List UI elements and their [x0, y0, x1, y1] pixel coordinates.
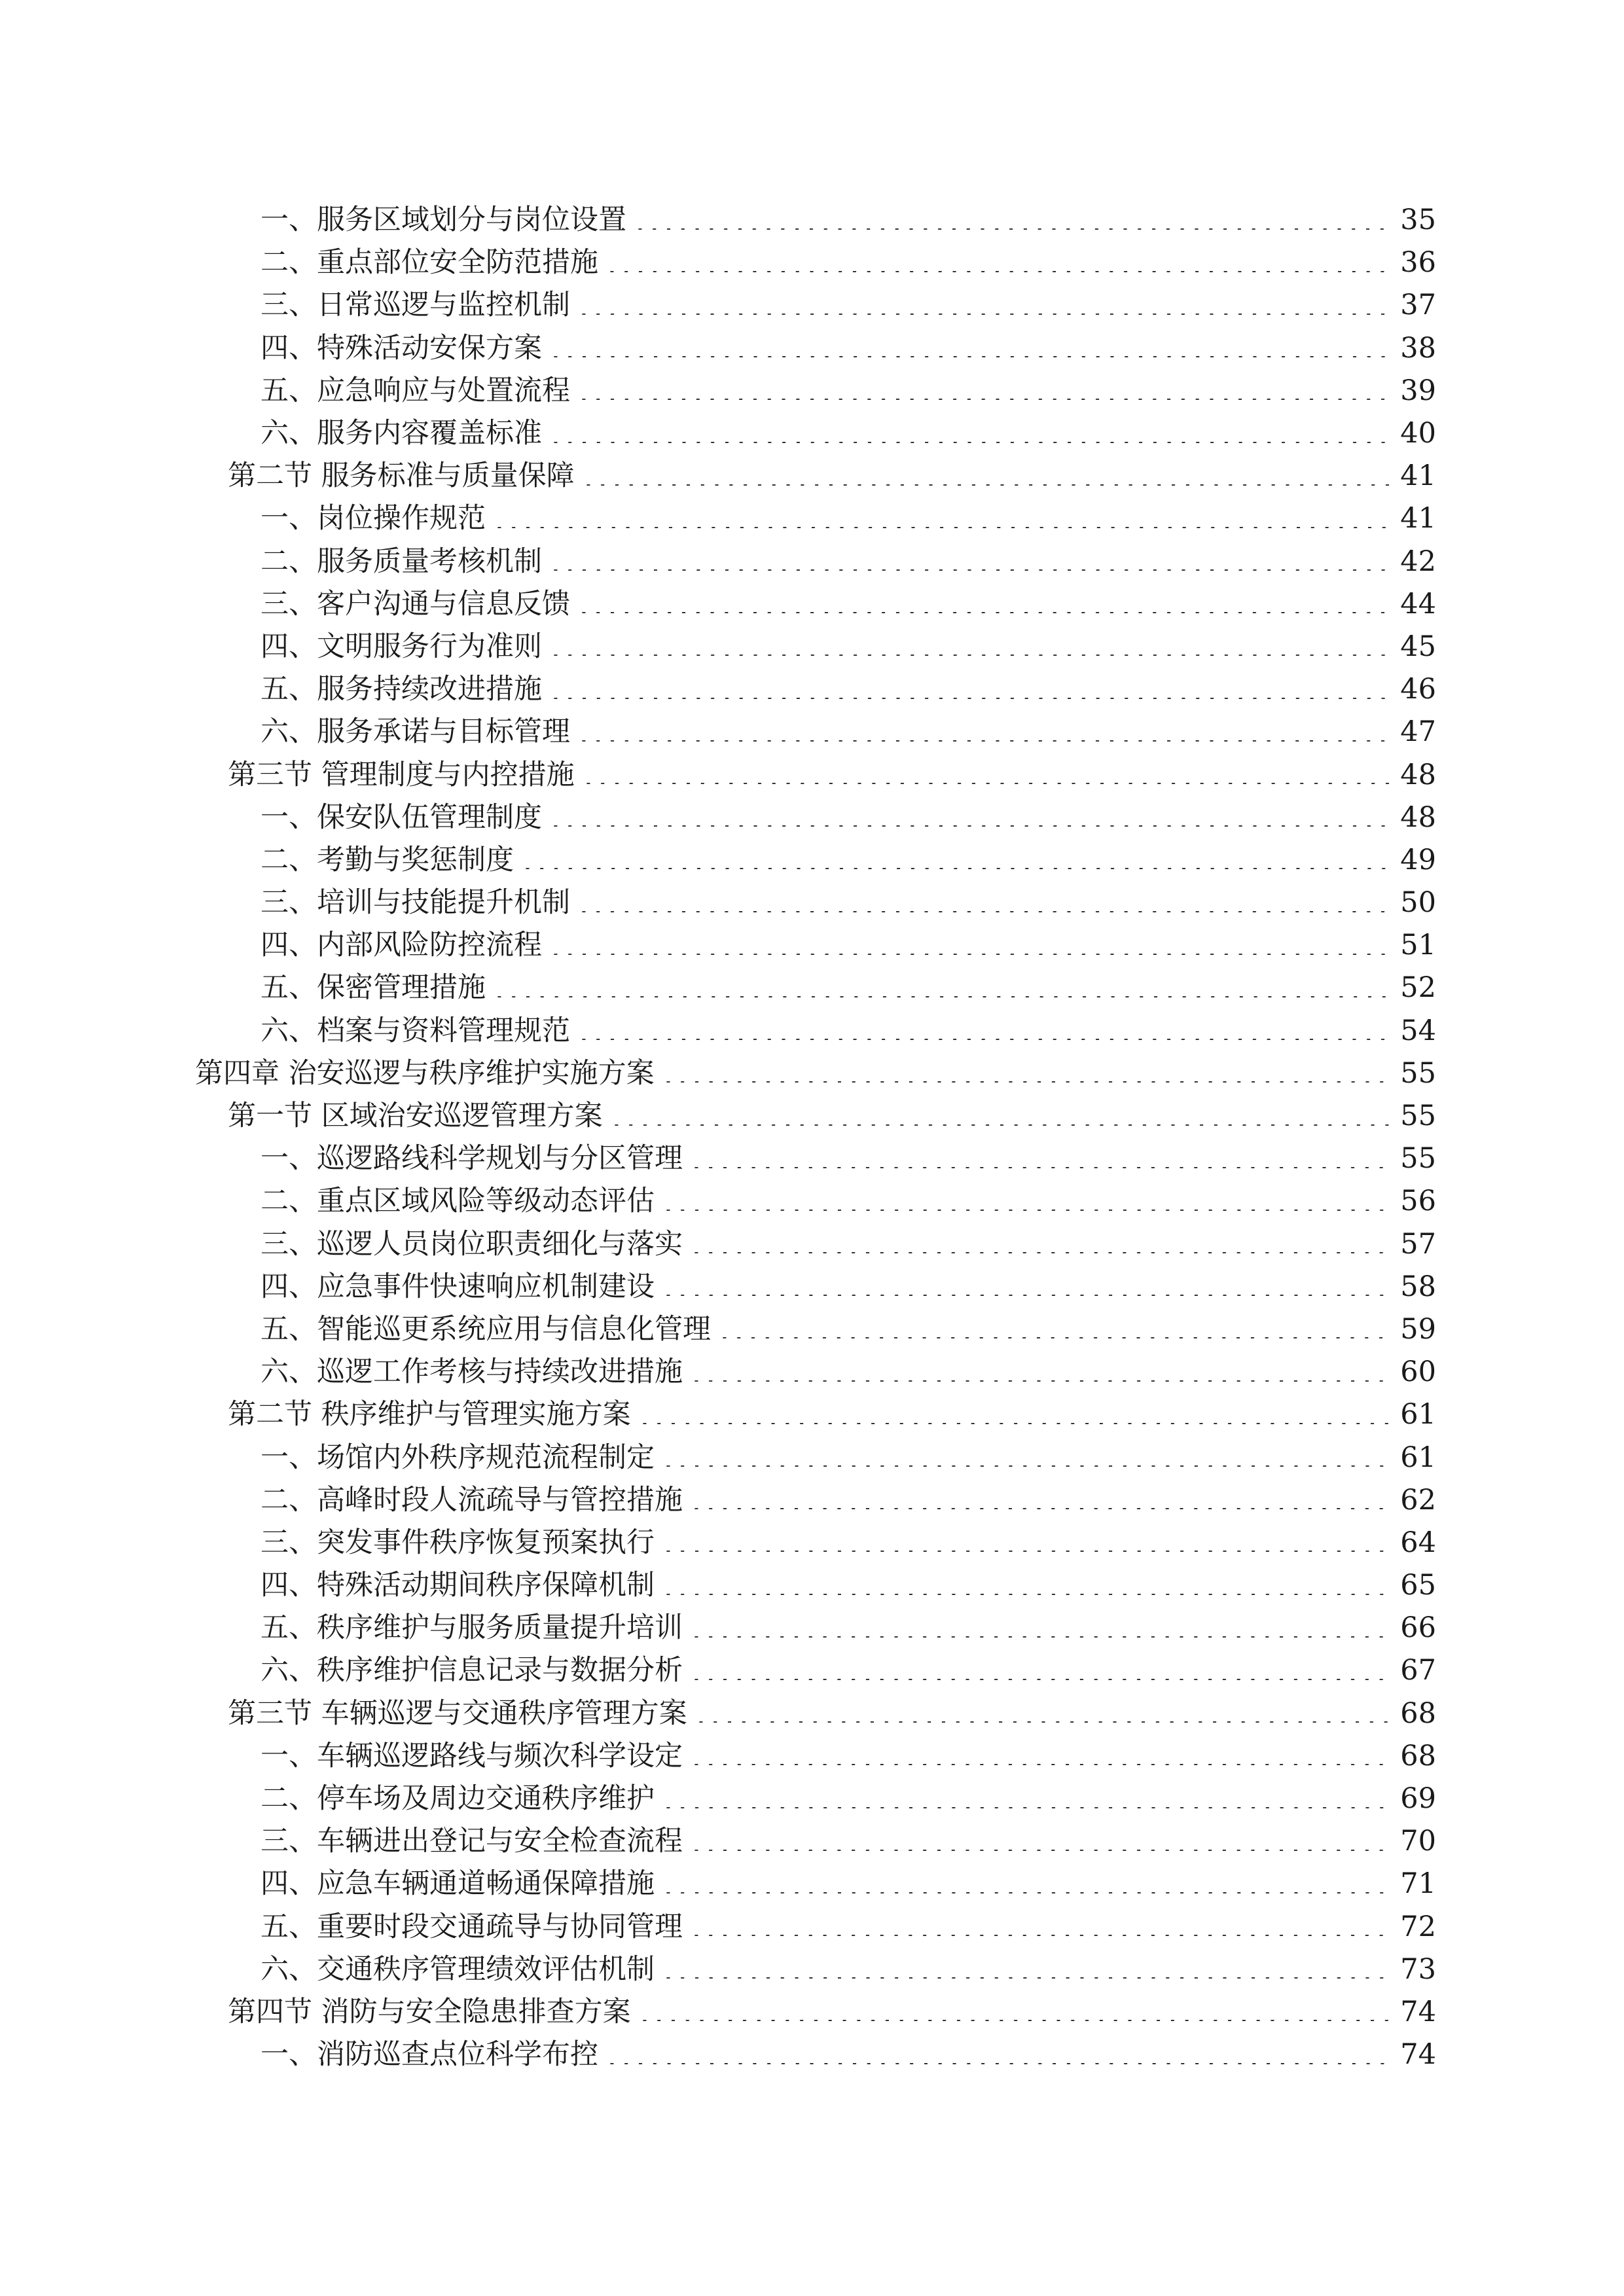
- toc-dot-leader: [694, 1721, 1392, 1723]
- toc-entry-title: 六、服务承诺与目标管理: [261, 715, 570, 749]
- toc-entry-page-number: 35: [1400, 204, 1436, 237]
- toc-dot-leader: [661, 1594, 1392, 1595]
- toc-entry-item[interactable]: [0, 1351, 1624, 1393]
- toc-entry-page-number: 64: [1400, 1526, 1436, 1559]
- toc-entry-title: 四、内部风险防控流程: [261, 929, 542, 962]
- toc-entry-item[interactable]: [0, 1820, 1624, 1863]
- toc-entry-page-number: 61: [1400, 1398, 1436, 1431]
- toc-entry-page-number: 66: [1400, 1611, 1436, 1645]
- toc-entry-title: 五、智能巡更系统应用与信息化管理: [261, 1312, 711, 1346]
- toc-entry-item[interactable]: [0, 1948, 1624, 1991]
- toc-entry-title: 第二节 秩序维护与管理实施方案: [228, 1398, 631, 1431]
- toc-entry-item[interactable]: [0, 668, 1624, 711]
- toc-entry-page-number: 62: [1400, 1483, 1436, 1516]
- toc-entry-page-number: 49: [1400, 843, 1436, 876]
- toc-dot-leader: [689, 1850, 1392, 1851]
- toc-entry-page-number: 60: [1400, 1355, 1436, 1389]
- toc-entry-page-number: 41: [1400, 502, 1436, 535]
- toc-dot-leader: [661, 1892, 1392, 1893]
- toc-entry-page-number: 46: [1400, 673, 1436, 706]
- toc-dot-leader: [661, 1977, 1392, 1979]
- toc-dot-leader: [577, 1039, 1392, 1040]
- toc-entry-page-number: 68: [1400, 1696, 1436, 1730]
- toc-entry-item[interactable]: [0, 1436, 1624, 1479]
- toc-entry-title: 三、巡逻人员岗位职责细化与落实: [261, 1227, 683, 1261]
- toc-dot-leader: [577, 314, 1392, 315]
- toc-entry-page-number: 47: [1400, 715, 1436, 749]
- toc-entry-title: 三、客户沟通与信息反馈: [261, 587, 570, 620]
- toc-entry-item[interactable]: [0, 797, 1624, 839]
- toc-dot-leader: [577, 612, 1392, 613]
- toc-dot-leader: [689, 1252, 1392, 1253]
- toc-entry-title: 一、服务区域划分与岗位设置: [261, 204, 626, 237]
- toc-entry-page-number: 52: [1400, 971, 1436, 1005]
- toc-entry-page-number: 42: [1400, 545, 1436, 578]
- toc-entry-item[interactable]: [0, 242, 1624, 284]
- toc-dot-leader: [605, 2063, 1392, 2064]
- toc-entry-title: 六、交通秩序管理绩效评估机制: [261, 1952, 655, 1986]
- toc-entry-item[interactable]: [0, 1778, 1624, 1820]
- toc-dot-leader: [689, 1167, 1392, 1168]
- toc-entry-title: 第四节 消防与安全隐患排查方案: [228, 1995, 631, 2028]
- toc-entry-item[interactable]: [0, 839, 1624, 882]
- toc-entry-item[interactable]: [0, 1564, 1624, 1607]
- toc-entry-title: 六、巡逻工作考核与持续改进措施: [261, 1355, 683, 1389]
- toc-entry-page-number: 73: [1400, 1952, 1436, 1986]
- toc-entry-title: 四、文明服务行为准则: [261, 630, 542, 663]
- toc-entry-title: 一、巡逻路线科学规划与分区管理: [261, 1142, 683, 1175]
- toc-entry-item[interactable]: [0, 1863, 1624, 1905]
- toc-dot-leader: [689, 1764, 1392, 1765]
- toc-dot-leader: [638, 1423, 1392, 1424]
- toc-dot-leader: [549, 356, 1392, 357]
- toc-entry-title: 第一节 区域治安巡逻管理方案: [228, 1100, 603, 1133]
- toc-dot-leader: [549, 825, 1392, 827]
- toc-entry-item[interactable]: [0, 711, 1624, 753]
- toc-entry-page-number: 74: [1400, 2038, 1436, 2072]
- toc-dot-leader: [577, 399, 1392, 400]
- toc-entry-title: 五、秩序维护与服务质量提升培训: [261, 1611, 683, 1645]
- toc-entry-page-number: 55: [1400, 1100, 1436, 1133]
- toc-dot-leader: [492, 996, 1392, 997]
- toc-entry-page-number: 61: [1400, 1441, 1436, 1474]
- toc-entry-section[interactable]: [0, 1095, 1624, 1138]
- toc-entry-item[interactable]: [0, 370, 1624, 412]
- toc-entry-title: 六、秩序维护信息记录与数据分析: [261, 1654, 683, 1687]
- toc-dot-leader: [605, 271, 1392, 272]
- toc-entry-title: 五、保密管理措施: [261, 971, 486, 1005]
- toc-entry-item[interactable]: [0, 284, 1624, 327]
- toc-entry-title: 三、突发事件秩序恢复预案执行: [261, 1526, 655, 1559]
- toc-entry-page-number: 58: [1400, 1270, 1436, 1303]
- toc-entry-title: 五、重要时段交通疏导与协同管理: [261, 1910, 683, 1943]
- toc-entry-item[interactable]: [0, 1308, 1624, 1351]
- toc-entry-title: 一、岗位操作规范: [261, 502, 486, 535]
- toc-entry-title: 三、培训与技能提升机制: [261, 886, 570, 920]
- toc-entry-item[interactable]: [0, 1180, 1624, 1223]
- toc-entry-item[interactable]: [0, 626, 1624, 668]
- toc-entry-title: 第二节 服务标准与质量保障: [228, 459, 575, 493]
- toc-entry-page-number: 71: [1400, 1867, 1436, 1901]
- toc-entry-page-number: 41: [1400, 459, 1436, 493]
- toc-dot-leader: [689, 1679, 1392, 1680]
- toc-entry-title: 四、特殊活动期间秩序保障机制: [261, 1569, 655, 1602]
- toc-entry-page-number: 38: [1400, 331, 1436, 365]
- toc-entry-page-number: 57: [1400, 1227, 1436, 1261]
- toc-entry-title: 五、服务持续改进措施: [261, 673, 542, 706]
- toc-entry-item[interactable]: [0, 967, 1624, 1009]
- toc-dot-leader: [661, 1295, 1392, 1296]
- toc-entry-page-number: 48: [1400, 800, 1436, 834]
- toc-entry-title: 二、服务质量考核机制: [261, 545, 542, 578]
- toc-dot-leader: [549, 954, 1392, 955]
- toc-entry-item[interactable]: [0, 1138, 1624, 1180]
- toc-entry-page-number: 56: [1400, 1185, 1436, 1218]
- toc-entry-title: 二、高峰时段人流疏导与管控措施: [261, 1483, 683, 1516]
- toc-dot-leader: [581, 783, 1392, 784]
- toc-entry-page-number: 44: [1400, 587, 1436, 620]
- toc-entry-title: 一、车辆巡逻路线与频次科学设定: [261, 1739, 683, 1772]
- toc-entry-title: 一、消防巡查点位科学布控: [261, 2038, 598, 2072]
- toc-dot-leader: [689, 1380, 1392, 1382]
- toc-entry-page-number: 54: [1400, 1014, 1436, 1047]
- toc-entry-title: 四、应急事件快速响应机制建设: [261, 1270, 655, 1303]
- toc-dot-leader: [492, 527, 1392, 528]
- toc-entry-title: 第三节 管理制度与内控措施: [228, 758, 575, 791]
- toc-entry-title: 六、服务内容覆盖标准: [261, 417, 542, 450]
- toc-entry-item[interactable]: [0, 327, 1624, 370]
- toc-entry-page-number: 55: [1400, 1142, 1436, 1175]
- toc-dot-leader: [577, 911, 1392, 912]
- toc-entry-title: 三、车辆进出登记与安全检查流程: [261, 1825, 683, 1858]
- toc-entry-title: 一、场馆内外秩序规范流程制定: [261, 1441, 655, 1474]
- toc-entry-item[interactable]: [0, 1607, 1624, 1649]
- toc-dot-leader: [549, 698, 1392, 699]
- toc-entry-item[interactable]: [0, 1522, 1624, 1564]
- toc-entry-section[interactable]: [0, 1393, 1624, 1436]
- toc-entry-page-number: 65: [1400, 1569, 1436, 1602]
- toc-entry-page-number: 72: [1400, 1910, 1436, 1943]
- toc-dot-leader: [638, 2020, 1392, 2021]
- toc-dot-leader: [661, 1465, 1392, 1467]
- toc-entry-page-number: 59: [1400, 1312, 1436, 1346]
- toc-entry-section[interactable]: [0, 455, 1624, 497]
- toc-entry-page-number: 69: [1400, 1782, 1436, 1816]
- toc-entry-page-number: 68: [1400, 1739, 1436, 1772]
- toc-dot-leader: [661, 1807, 1392, 1808]
- toc-dot-leader: [577, 740, 1392, 742]
- toc-entry-page-number: 67: [1400, 1654, 1436, 1687]
- toc-dot-leader: [581, 484, 1392, 486]
- toc-entry-page-number: 51: [1400, 929, 1436, 962]
- toc-entry-page-number: 48: [1400, 758, 1436, 791]
- toc-entry-section[interactable]: [0, 753, 1624, 796]
- table-of-contents: [0, 199, 1624, 2076]
- toc-dot-leader: [717, 1337, 1392, 1338]
- toc-entry-title: 二、重点部位安全防范措施: [261, 246, 598, 279]
- toc-dot-leader: [689, 1935, 1392, 1936]
- toc-entry-section[interactable]: [0, 1693, 1624, 1735]
- toc-entry-title: 二、停车场及周边交通秩序维护: [261, 1782, 655, 1816]
- toc-entry-item[interactable]: [0, 541, 1624, 583]
- toc-dot-leader: [520, 868, 1392, 869]
- toc-dot-leader: [661, 1551, 1392, 1552]
- toc-entry-item[interactable]: [0, 882, 1624, 924]
- toc-entry-title: 二、重点区域风险等级动态评估: [261, 1185, 655, 1218]
- toc-entry-item[interactable]: [0, 1906, 1624, 1948]
- toc-entry-item[interactable]: [0, 1223, 1624, 1266]
- toc-entry-page-number: 50: [1400, 886, 1436, 920]
- toc-entry-section[interactable]: [0, 1991, 1624, 2034]
- toc-entry-item[interactable]: [0, 199, 1624, 242]
- toc-entry-title: 四、应急车辆通道畅通保障措施: [261, 1867, 655, 1901]
- toc-entry-page-number: 74: [1400, 1995, 1436, 2028]
- toc-entry-item[interactable]: [0, 1266, 1624, 1308]
- toc-entry-chapter[interactable]: [0, 1052, 1624, 1095]
- toc-entry-item[interactable]: [0, 497, 1624, 540]
- toc-dot-leader: [661, 1210, 1392, 1211]
- toc-entry-page-number: 39: [1400, 374, 1436, 407]
- toc-entry-title: 三、日常巡逻与监控机制: [261, 289, 570, 322]
- toc-entry-item[interactable]: [0, 412, 1624, 455]
- toc-entry-title: 六、档案与资料管理规范: [261, 1014, 570, 1047]
- toc-dot-leader: [549, 442, 1392, 443]
- toc-entry-title: 一、保安队伍管理制度: [261, 800, 542, 834]
- toc-entry-title: 第四章 治安巡逻与秩序维护实施方案: [195, 1056, 655, 1090]
- toc-entry-title: 四、特殊活动安保方案: [261, 331, 542, 365]
- toc-entry-title: 五、应急响应与处置流程: [261, 374, 570, 407]
- toc-entry-item[interactable]: [0, 1010, 1624, 1052]
- toc-entry-page-number: 36: [1400, 246, 1436, 279]
- toc-entry-page-number: 37: [1400, 289, 1436, 322]
- toc-entry-page-number: 70: [1400, 1825, 1436, 1858]
- toc-entry-page-number: 40: [1400, 417, 1436, 450]
- toc-entry-title: 二、考勤与奖惩制度: [261, 843, 514, 876]
- toc-dot-leader: [661, 1081, 1392, 1083]
- toc-entry-page-number: 55: [1400, 1056, 1436, 1090]
- toc-entry-item[interactable]: [0, 583, 1624, 626]
- toc-entry-item[interactable]: [0, 1649, 1624, 1692]
- toc-entry-item[interactable]: [0, 2034, 1624, 2076]
- toc-dot-leader: [689, 1636, 1392, 1638]
- toc-dot-leader: [689, 1508, 1392, 1509]
- toc-entry-title: 第三节 车辆巡逻与交通秩序管理方案: [228, 1696, 687, 1730]
- toc-dot-leader: [633, 228, 1392, 230]
- toc-entry-item[interactable]: [0, 1735, 1624, 1778]
- toc-entry-page-number: 45: [1400, 630, 1436, 663]
- toc-entry-item[interactable]: [0, 1479, 1624, 1522]
- toc-dot-leader: [549, 569, 1392, 571]
- toc-dot-leader: [609, 1124, 1392, 1126]
- toc-entry-item[interactable]: [0, 924, 1624, 967]
- toc-dot-leader: [549, 655, 1392, 656]
